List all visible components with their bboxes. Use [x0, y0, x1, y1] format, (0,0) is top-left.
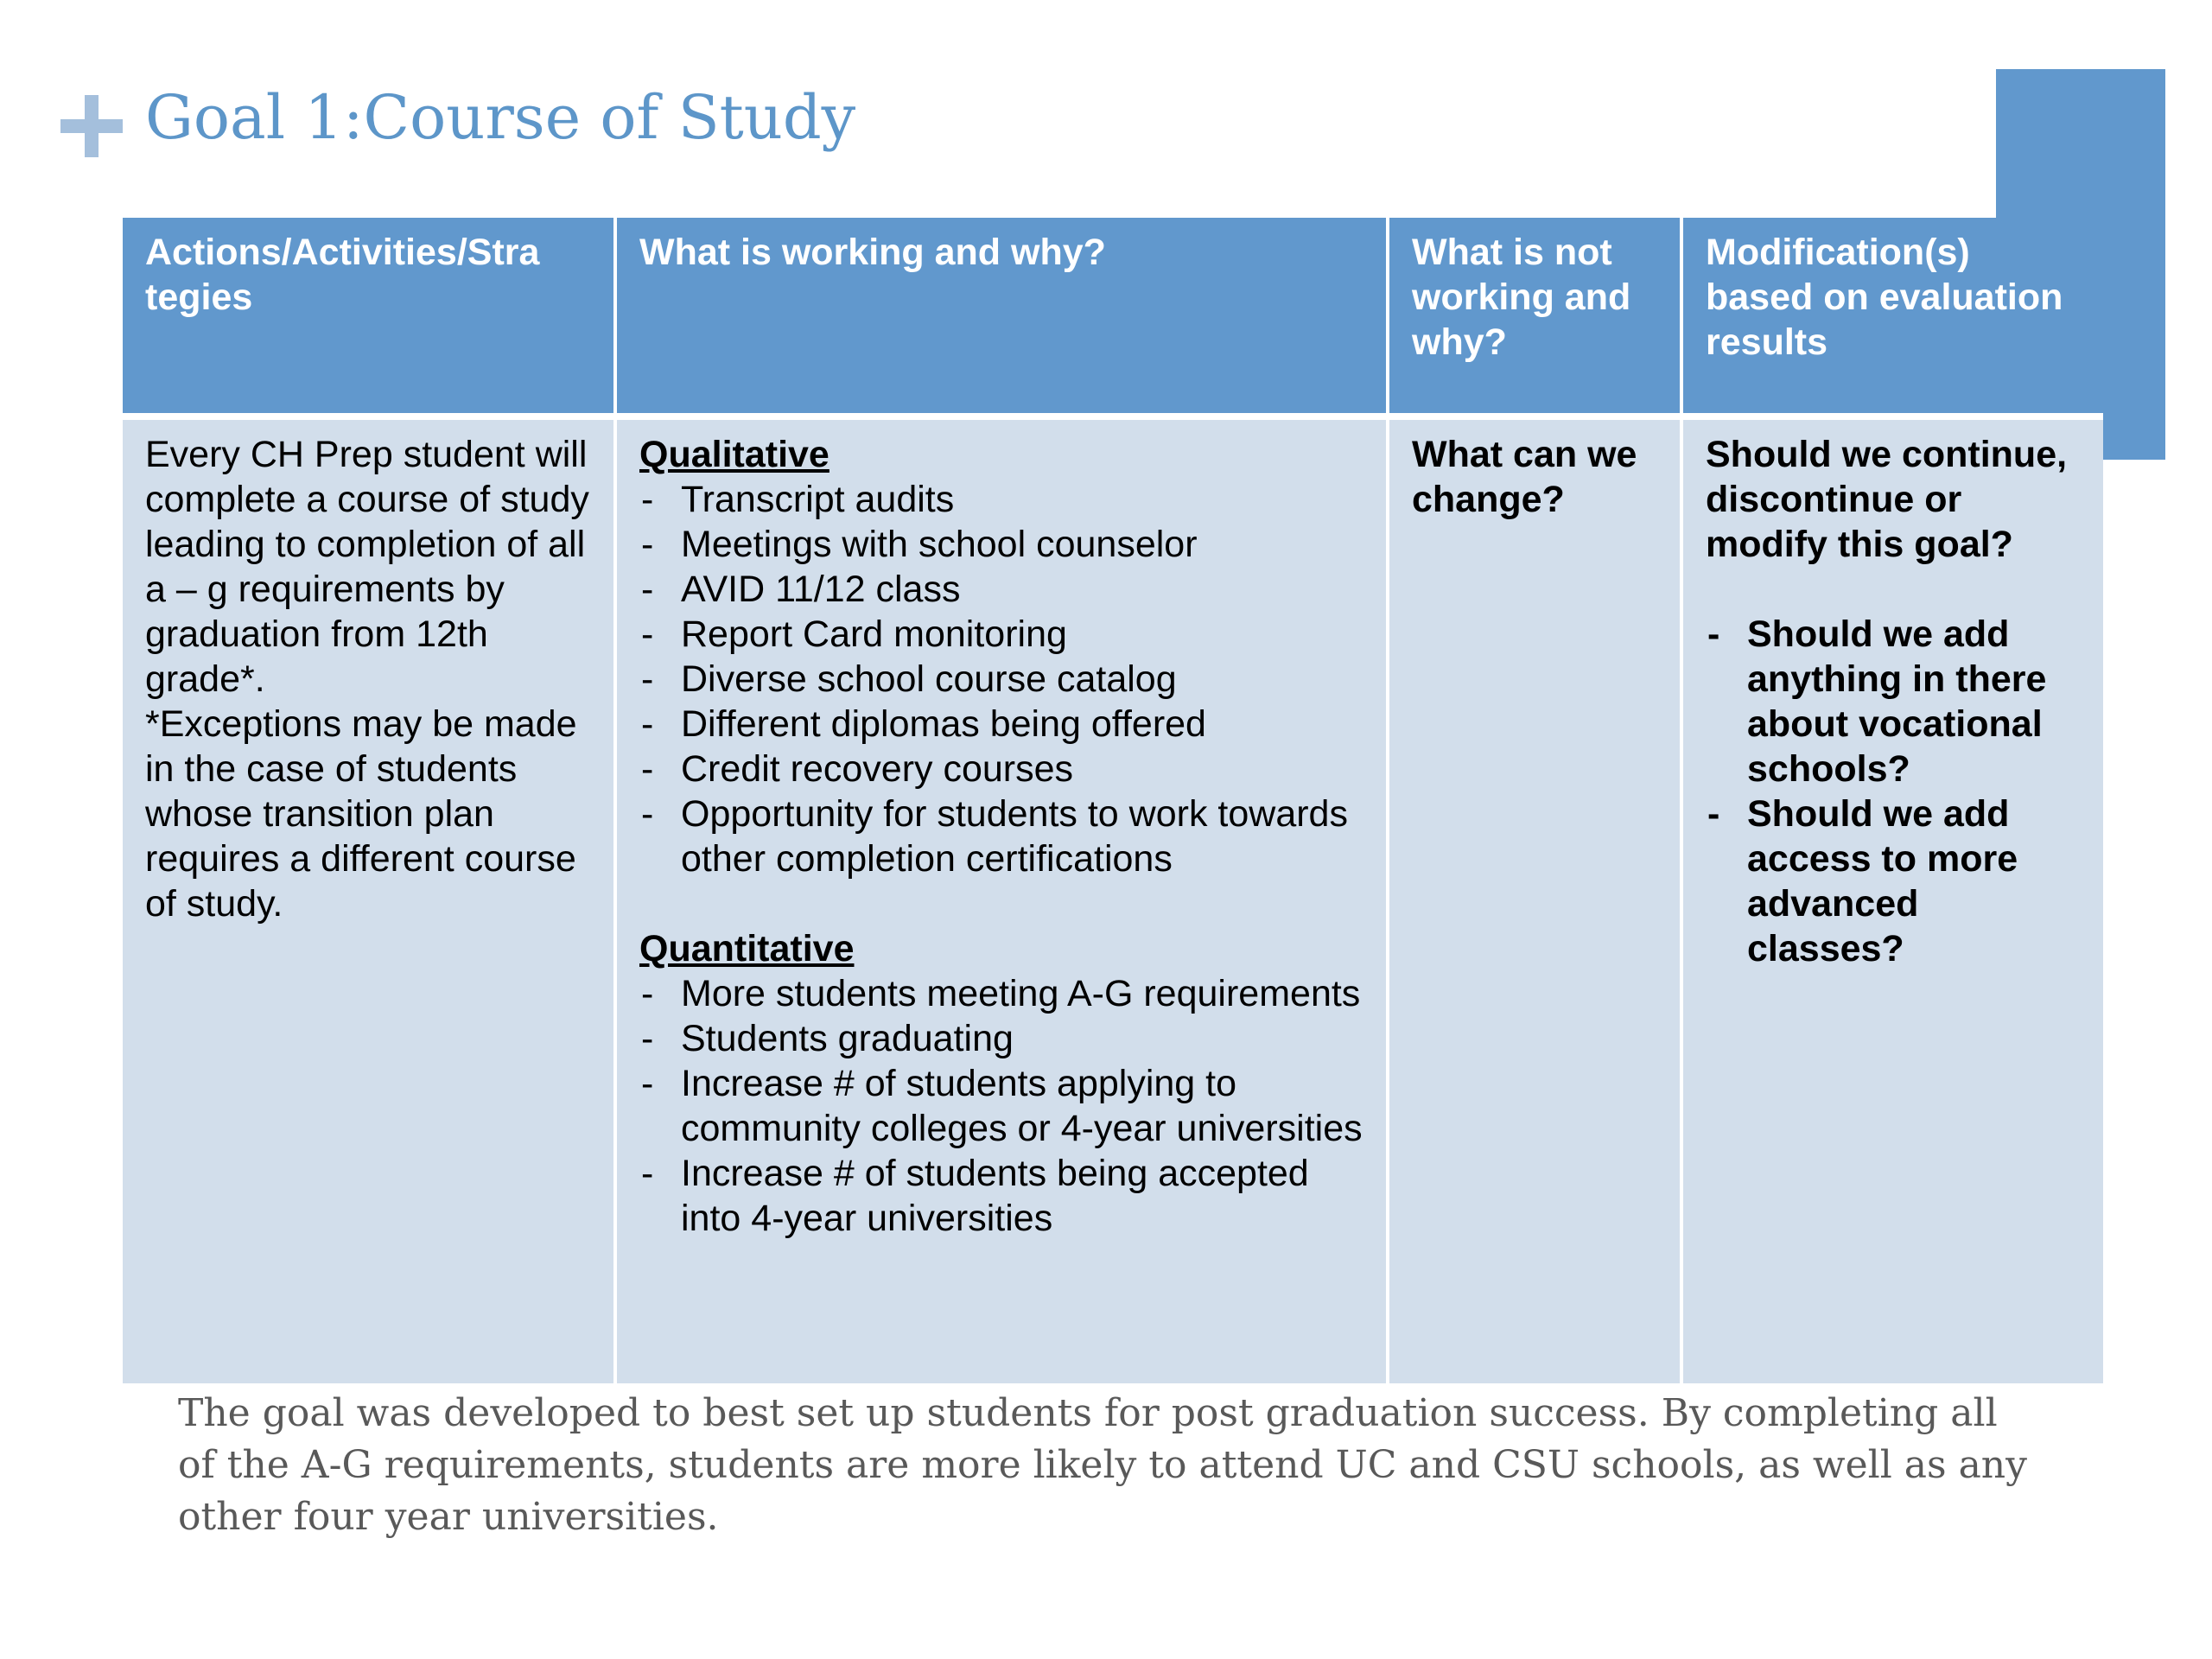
list-item: - Credit recovery courses [639, 747, 1363, 791]
list-item: - Meetings with school counselor [639, 522, 1363, 567]
list-item: - More students meeting A-G requirements [639, 971, 1363, 1016]
working-cell [617, 420, 1389, 1383]
quantitative-list [639, 971, 1363, 1241]
modifications-question: Should we continue, discontinue or modify this goal? [1706, 434, 2068, 565]
list-item: - Different diplomas being offered [639, 702, 1363, 747]
qualitative-list [639, 477, 1363, 881]
footer-explanation: The goal was developed to best set up students for post graduation success. By completing all of the A-G requirements, students are more likely to attend UC and CSU schools, as well as any other four year universities. [178, 1391, 2027, 1539]
actions-cell [123, 420, 617, 1383]
list-item: - AVID 11/12 class [639, 567, 1363, 612]
modifications-cell [1683, 420, 2103, 1383]
list-item: - Should we add access to more advanced classes? [1706, 791, 2081, 971]
slide-title: Goal 1:Course of Study [145, 82, 856, 153]
modifications-list [1706, 612, 2081, 971]
plus-icon-vertical-bar [85, 95, 99, 157]
quantitative-heading: Quantitative [639, 928, 855, 969]
header-not-working: What is not working and why? [1389, 218, 1683, 420]
header-modifications: Modification(s) based on evaluation results [1683, 218, 2103, 420]
table-header-row [123, 218, 2103, 420]
goal-table [123, 218, 2103, 1383]
section-spacer [639, 881, 1363, 926]
list-item: - Should we add anything in there about vocational schools? [1706, 612, 2081, 791]
plus-icon [60, 95, 123, 157]
actions-exception-note: *Exceptions may be made in the case of students whose transition plan requires a different course of study. [145, 703, 577, 925]
table-row [123, 420, 2103, 1383]
list-item: - Increase # of students being accepted into 4-year universities [639, 1151, 1363, 1241]
list-item: - Increase # of students applying to community colleges or 4-year universities [639, 1061, 1363, 1151]
section-spacer [1706, 567, 2081, 612]
list-item: - Report Card monitoring [639, 612, 1363, 657]
not-working-question: What can we change? [1412, 434, 1637, 520]
header-actions: Actions/Activities/Stra tegies [123, 218, 617, 420]
actions-statement: Every CH Prep student will complete a course of study leading to completion of all a – g requirements by graduation from 12th grade*. [145, 434, 589, 700]
not-working-cell [1389, 420, 1683, 1383]
list-item: - Diverse school course catalog [639, 657, 1363, 702]
qualitative-heading: Qualitative [639, 434, 830, 475]
list-item: - Transcript audits [639, 477, 1363, 522]
list-item: - Students graduating [639, 1016, 1363, 1061]
list-item: - Opportunity for students to work towards other completion certifications [639, 791, 1363, 881]
header-working: What is working and why? [617, 218, 1389, 420]
